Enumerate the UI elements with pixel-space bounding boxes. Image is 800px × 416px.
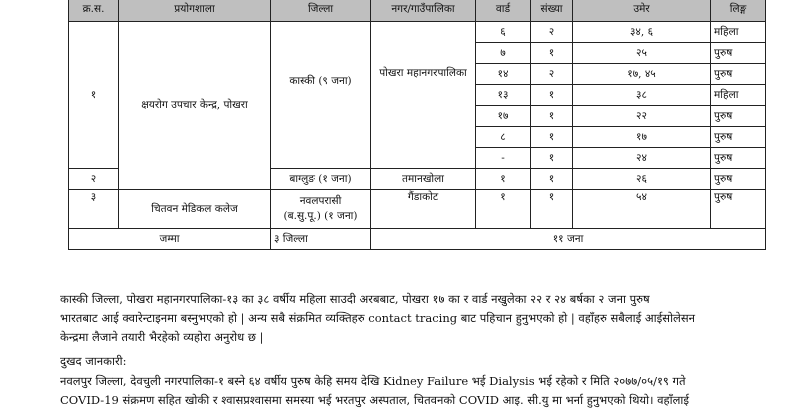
cell-age: २४	[573, 148, 711, 169]
paragraph-sad-news	[60, 372, 775, 410]
header-count: संख्या	[531, 0, 573, 22]
table-total-row	[69, 229, 766, 250]
cell-ward: १४	[476, 64, 531, 85]
paragraph-line: भारतबाट आई क्वारेन्टाइनमा बस्नुभएको हो | अन्य सबै संक्रमित व्यक्तिहरु contact tracing बाट पहिचान हुनुभएको हो | वहाँहरु सबैलाई आईसोलेसन	[60, 311, 695, 325]
cell-gender: पुरुष	[711, 190, 766, 229]
header-sn: क्र.स.	[69, 0, 119, 22]
cell-ward: -	[476, 148, 531, 169]
cell-district: बाग्लुङ (१ जना)	[271, 169, 371, 190]
total-people: ११ जना	[371, 229, 766, 250]
total-districts: ३ जिल्ला	[271, 229, 371, 250]
cell-gender: महिला	[711, 22, 766, 43]
cell-age: १७, ४५	[573, 64, 711, 85]
cell-count: १	[531, 106, 573, 127]
cell-ward: १३	[476, 85, 531, 106]
table-row	[69, 22, 766, 43]
header-municipality: नगर/गाउँपालिका	[371, 0, 476, 22]
cell-count: १	[531, 127, 573, 148]
cell-gender: पुरुष	[711, 169, 766, 190]
cell-gender: पुरुष	[711, 43, 766, 64]
header-district: जिल्ला	[271, 0, 371, 22]
cell-count: १	[531, 43, 573, 64]
cell-ward: ८	[476, 127, 531, 148]
cell-count: २	[531, 64, 573, 85]
cell-sn: ३	[69, 190, 119, 229]
cell-count: १	[531, 148, 573, 169]
cell-gender: पुरुष	[711, 106, 766, 127]
cell-gender: महिला	[711, 85, 766, 106]
cell-age: ५४	[573, 190, 711, 229]
cell-gender: पुरुष	[711, 127, 766, 148]
header-lab: प्रयोगशाला	[119, 0, 271, 22]
cell-age: २२	[573, 106, 711, 127]
cell-municipality: गैंडाकोट	[371, 190, 476, 229]
total-label: जम्मा	[69, 229, 271, 250]
cell-count: १	[531, 169, 573, 190]
cell-sn: १	[69, 22, 119, 169]
cell-age: १७	[573, 127, 711, 148]
cell-district	[271, 190, 371, 229]
paragraph-line: नवलपुर जिल्ला, देवचुली नगरपालिका-१ बस्ने ६४ वर्षीय पुरुष केहि समय देखि Kidney Failure भई Dialysis भई रहेको र मिति २०७७/०५/१९ गते	[60, 374, 686, 388]
table-row	[69, 190, 766, 229]
cell-gender: पुरुष	[711, 64, 766, 85]
covid-cases-table	[68, 0, 766, 250]
cell-ward: ७	[476, 43, 531, 64]
cell-count: १	[531, 190, 573, 229]
paragraph-line: कास्की जिल्ला, पोखरा महानगरपालिका-१३ का ३८ वर्षीय महिला साउदी अरबबाट, पोखरा १७ का र वार्ड नखुलेका २२ र २४ बर्षका २ जना पुरुष	[60, 292, 650, 306]
header-gender: लिङ्ग	[711, 0, 766, 22]
table-header-row	[69, 0, 766, 22]
cell-count: १	[531, 85, 573, 106]
cell-lab: चितवन मेडिकल कलेज	[119, 190, 271, 229]
cell-age: ३४, ६	[573, 22, 711, 43]
cell-municipality: पोखरा महानगरपालिका	[371, 22, 476, 169]
cell-district: कास्की (९ जना)	[271, 22, 371, 169]
cell-count: २	[531, 22, 573, 43]
district-line-2: (ब.सु.पू.) (१ जना)	[283, 210, 358, 222]
cell-age: २६	[573, 169, 711, 190]
cell-ward: १७	[476, 106, 531, 127]
cell-ward: १	[476, 190, 531, 229]
cell-lab: क्षयरोग उपचार केन्द्र, पोखरा	[119, 22, 271, 190]
paragraph-line: COVID-19 संक्रमण सहित खोकी र श्वासप्रश्वासमा समस्या भई भरतपुर अस्पताल, चितवनको COVID आइ. सी.यु मा भर्ना हुनुभएको थियो। वहाँलाई	[60, 393, 689, 407]
cell-age: २५	[573, 43, 711, 64]
cell-age: ३८	[573, 85, 711, 106]
cell-ward: ६	[476, 22, 531, 43]
cell-municipality: तमानखोला	[371, 169, 476, 190]
paragraph-new-cases	[60, 290, 775, 347]
header-age: उमेर	[573, 0, 711, 22]
cell-gender: पुरुष	[711, 148, 766, 169]
district-line-1: नवलपरासी	[299, 195, 342, 207]
paragraph-line: केन्द्रमा लैजाने तयारी भैरहेको व्यहोरा अनुरोध छ |	[60, 330, 264, 344]
header-ward: वार्ड	[476, 0, 531, 22]
cell-ward: १	[476, 169, 531, 190]
cell-sn: २	[69, 169, 119, 190]
sad-news-heading: दुखद जानकारी:	[60, 354, 127, 368]
